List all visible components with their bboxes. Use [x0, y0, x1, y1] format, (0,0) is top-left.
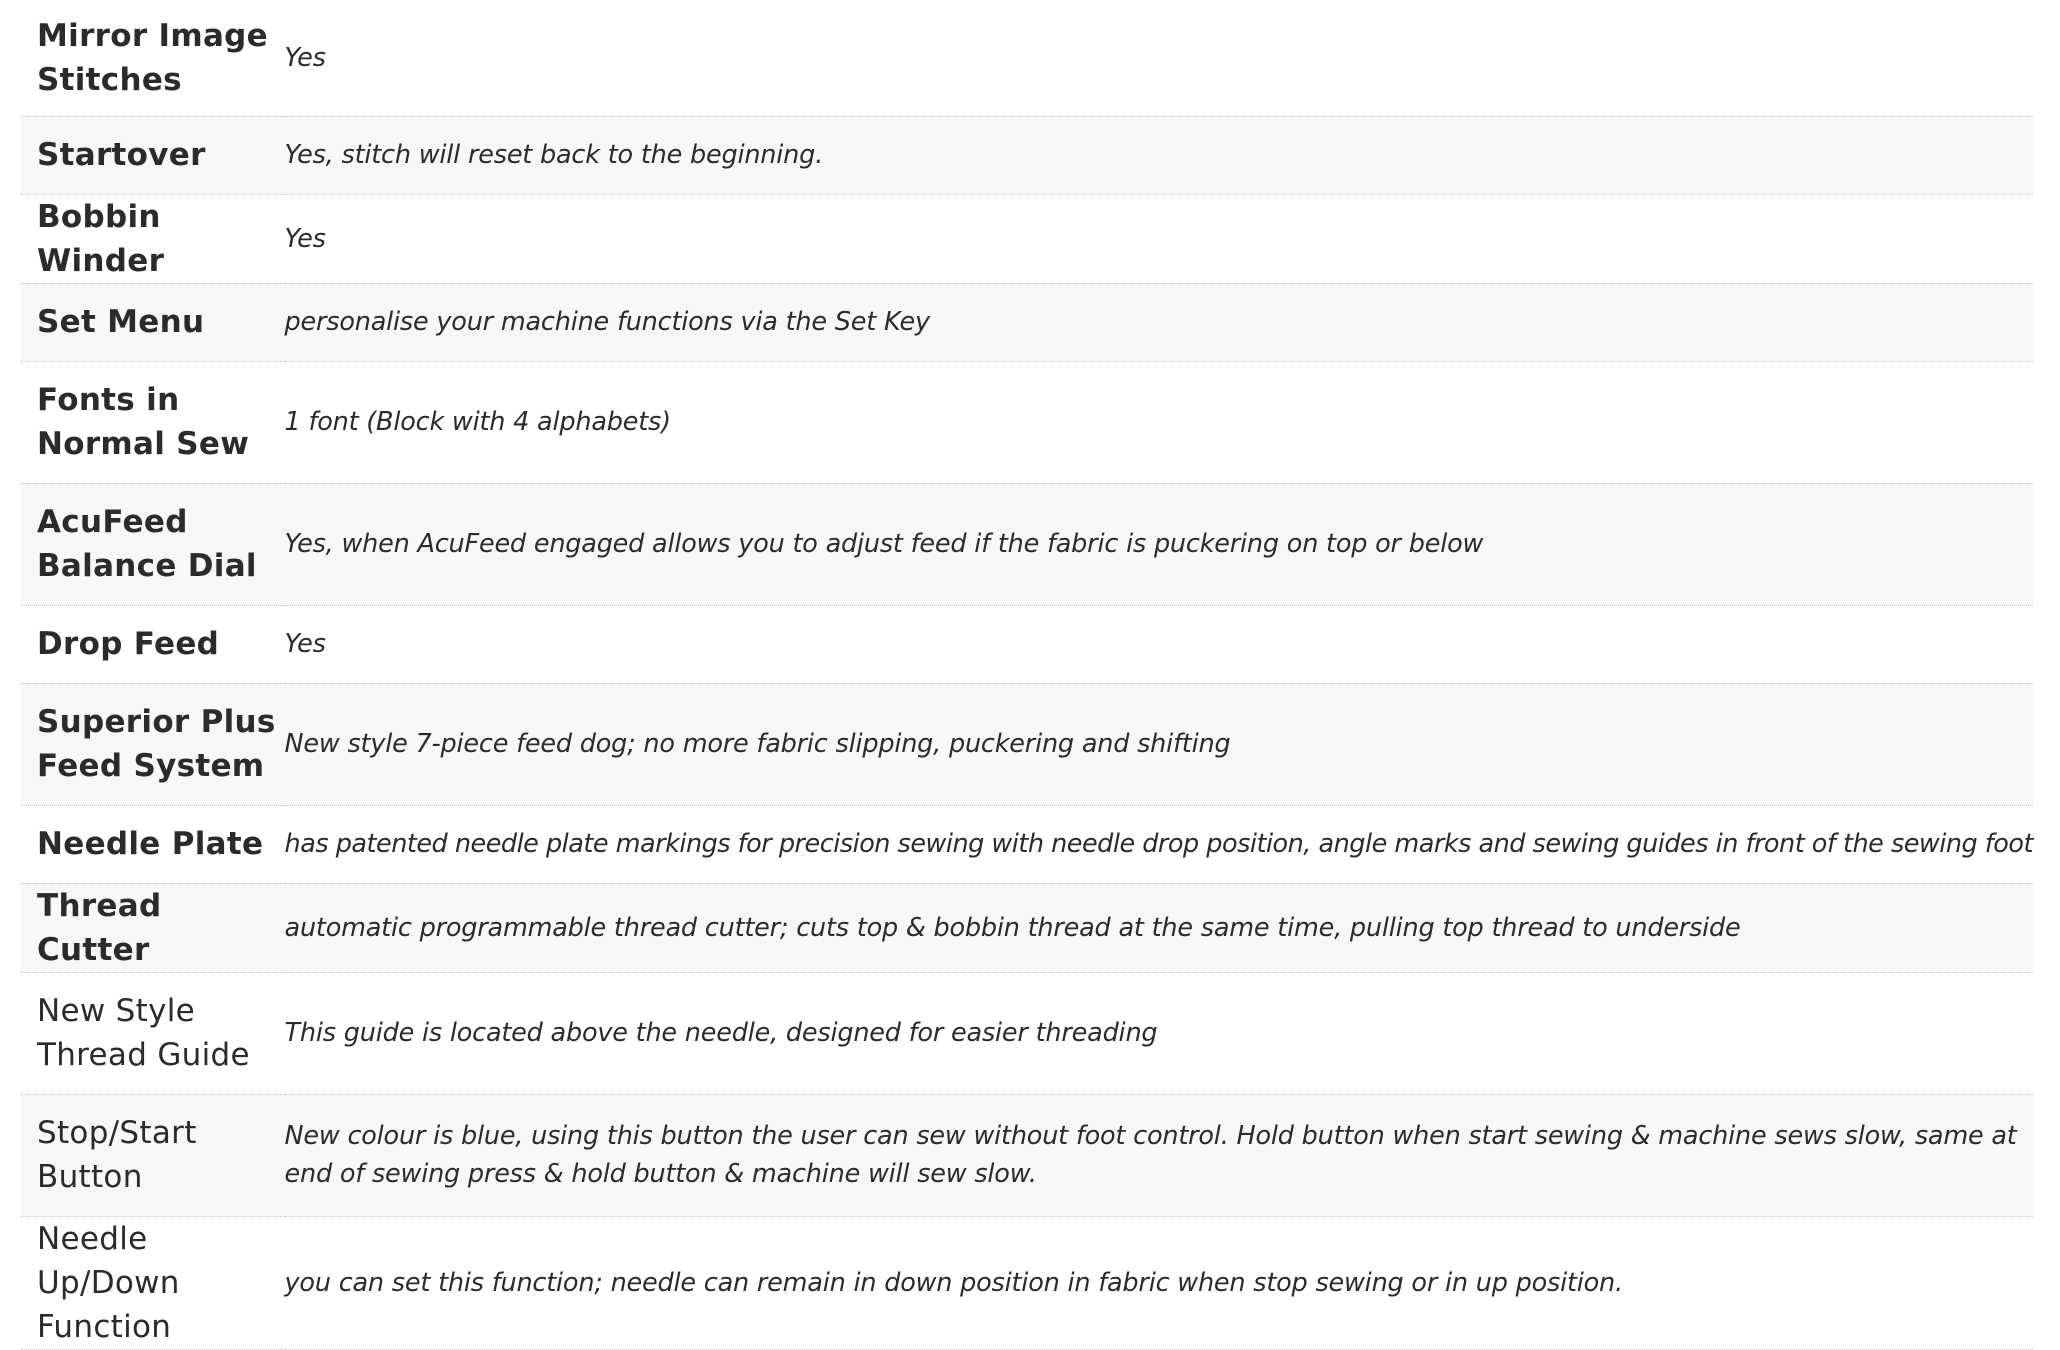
row-label: AcuFeed Balance Dial — [21, 483, 285, 605]
table-row — [21, 283, 2033, 361]
row-value: has patented needle plate markings for precision sewing with needle drop position, angle marks and sewing guides in front of the sewing foot — [285, 805, 2033, 883]
row-label: Needle Up/Down Function — [21, 1216, 285, 1349]
row-value: Yes, stitch will reset back to the beginning. — [285, 116, 2033, 194]
row-label: Fonts in Normal Sew — [21, 361, 285, 483]
table-row — [21, 1094, 2033, 1216]
table-row — [21, 194, 2033, 283]
row-label: Startover — [21, 116, 285, 194]
row-label: Thread Cutter — [21, 883, 285, 972]
row-label: Drop Feed — [21, 605, 285, 683]
table-row — [21, 0, 2033, 116]
row-value: Yes — [285, 194, 2033, 283]
row-value: New style 7-piece feed dog; no more fabric slipping, puckering and shifting — [285, 683, 2033, 805]
table-row — [21, 1216, 2033, 1349]
row-label: Stop/Start Button — [21, 1094, 285, 1216]
row-label: Set Menu — [21, 283, 285, 361]
table-row — [21, 972, 2033, 1094]
table-row — [21, 605, 2033, 683]
row-value: you can set this function; needle can remain in down position in fabric when stop sewing or in up position. — [285, 1216, 2033, 1349]
row-value: personalise your machine functions via the Set Key — [285, 283, 2033, 361]
row-value: Yes, when AcuFeed engaged allows you to adjust feed if the fabric is puckering on top or below — [285, 483, 2033, 605]
row-value: automatic programmable thread cutter; cuts top & bobbin thread at the same time, pulling top thread to underside — [285, 883, 2033, 972]
row-value: New colour is blue, using this button the user can sew without foot control. Hold button when start sewing & machine sews slow, same at end of sewing press & hold button & machine will sew slow. — [285, 1094, 2033, 1216]
row-value: Yes — [285, 605, 2033, 683]
table-row — [21, 805, 2033, 883]
table-row — [21, 483, 2033, 605]
row-value: Yes — [285, 0, 2033, 116]
table-row — [21, 361, 2033, 483]
row-value: This guide is located above the needle, designed for easier threading — [285, 972, 2033, 1094]
table-row — [21, 883, 2033, 972]
table-row — [21, 116, 2033, 194]
row-label: Mirror Image Stitches — [21, 0, 285, 116]
row-label: Needle Plate — [21, 805, 285, 883]
specifications-table — [21, 0, 2033, 1350]
row-value: 1 font (Block with 4 alphabets) — [285, 361, 2033, 483]
row-label: New Style Thread Guide — [21, 972, 285, 1094]
table-row — [21, 683, 2033, 805]
row-label: Bobbin Winder — [21, 194, 285, 283]
row-label: Superior Plus Feed System — [21, 683, 285, 805]
